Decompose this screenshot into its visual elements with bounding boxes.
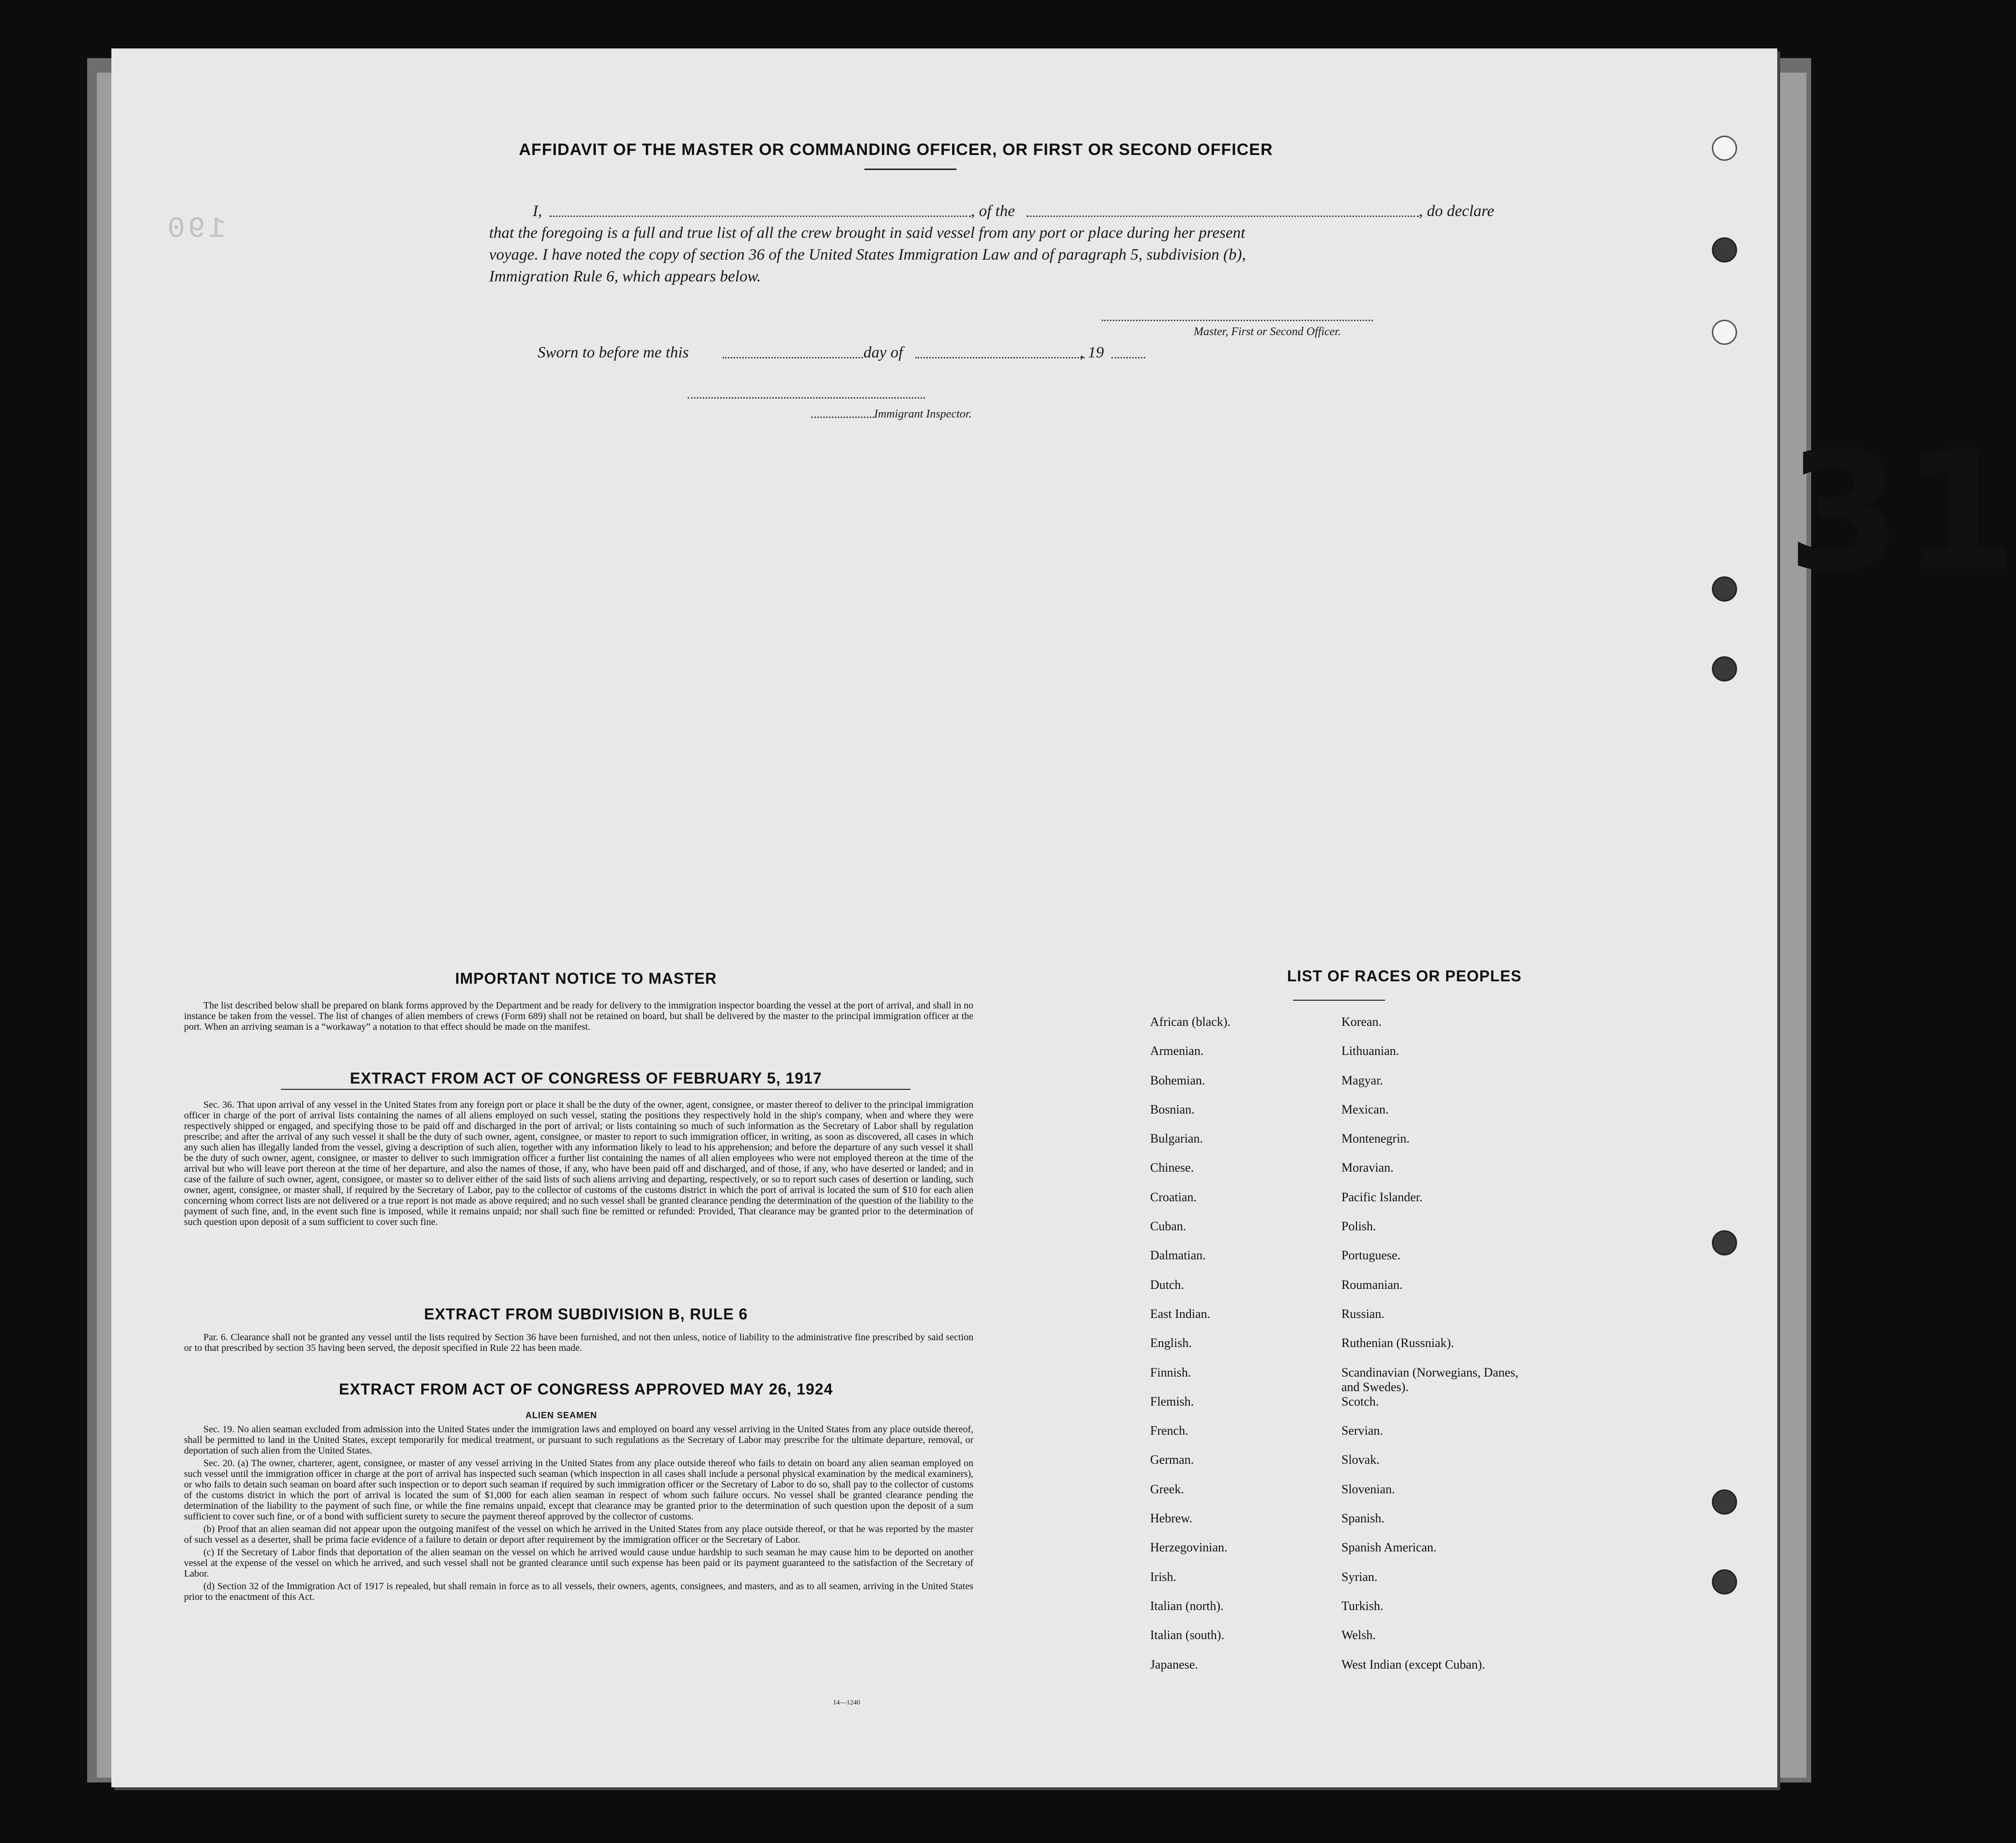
punch-hole <box>1712 1569 1737 1595</box>
race-item: Polish. <box>1341 1219 1376 1234</box>
race-item: Chinese. <box>1150 1161 1194 1175</box>
race-item: Irish. <box>1150 1569 1177 1584</box>
race-item: German. <box>1150 1453 1194 1467</box>
form-number: 14—1240 <box>833 1699 860 1706</box>
race-item: French. <box>1150 1424 1188 1438</box>
race-item: Italian (north). <box>1150 1598 1224 1613</box>
sworn-prefix: Sworn to before me this <box>538 344 689 361</box>
race-item: Dutch. <box>1150 1277 1185 1292</box>
affidavit-line3: voyage. I have noted the copy of section 36 of the United States Immigration Law and of paragraph 5, subdivision (b), <box>489 246 1246 263</box>
sec-20d-paragraph: (d) Section 32 of the Immigration Act of 1917 is repealed, but shall remain in force as to all vessels, their owners, agents, consignees, and masters, and as to all seamen, arriving in the United States prior to the enactment of this Act. <box>184 1581 973 1602</box>
race-item: Slovak. <box>1341 1453 1380 1467</box>
punch-hole <box>1712 136 1737 161</box>
race-item: Korean. <box>1341 1015 1382 1029</box>
race-item: Italian (south). <box>1150 1628 1225 1642</box>
race-item: Spanish. <box>1341 1511 1385 1526</box>
race-item: Syrian. <box>1341 1569 1378 1584</box>
extract-rule6-body <box>184 1332 973 1355</box>
race-item: Lithuanian. <box>1341 1044 1400 1058</box>
inspector-blank <box>688 397 925 399</box>
punch-hole <box>1712 1230 1737 1255</box>
vessel-blank <box>1027 216 1419 217</box>
notice-body <box>184 1000 973 1034</box>
extract-1917-rule <box>281 1089 910 1090</box>
races-title: LIST OF RACES OR PEOPLES <box>1287 967 1522 985</box>
race-item: African (black). <box>1150 1015 1231 1029</box>
affidavit-line4: Immigration Rule 6, which appears below. <box>489 268 761 285</box>
sec-20c-paragraph: (c) If the Secretary of Labor finds that deportation of the alien seaman on the vessel on which he arrived would cause undue hardship to such seaman he may cause him to be deported on another vessel at the expense of the vessel on which he arrived, and such vessel shall not be granted clearance until such expense has been paid or its payment guaranteed to the satisfaction of the Secretary of Labor. <box>184 1547 973 1579</box>
race-item: Bosnian. <box>1150 1102 1195 1116</box>
sec-20a-paragraph: Sec. 20. (a) The owner, charterer, agent, consignee, or master of any vessel arriving in the United States from any place outside thereof who fails to detain on board any alien seaman employed on such vessel until the immigration officer in charge at the port of arrival has inspected such seaman (which inspection in all cases shall include a personal physical examination by the medical examiners), or who fails to detain such seaman on board after such inspection or to deport such seaman if required by such immigration officer or the Secretary of Labor to do so, shall pay to the collector of customs of the customs district in which the port of arrival is located the sum of $1,000 for each alien seaman in respect of whom such failure occurs. No vessel shall be granted clearance pending the determination of the liability to the payment of such fine, or while the fine remains unpaid, except that clearance may be granted prior to the determination of such question upon the deposit of a sum sufficient to cover such fine, or of a bond with sufficient surety to secure the payment thereof approved by the collector of customs. <box>184 1458 973 1522</box>
punch-hole <box>1712 576 1737 602</box>
year-blank <box>1111 357 1145 358</box>
month-blank <box>915 357 1085 358</box>
section-36-paragraph: Sec. 36. That upon arrival of any vessel in the United States from any foreign port or place it shall be the duty of the owner, agent, consignee, or master thereof to deliver to the principal immigration officer in charge of the port of arrival lists containing the names of all aliens employed on such vessel, stating the positions they respectively hold in the ship's company, when and where they were respectively shipped or engaged, and specifying those to be paid off and discharged in the port of arrival; or lists containing so much of such information as the Secretary of Labor shall by regulation prescribe; and after the arrival of any such vessel it shall be the duty of such owner, agent, consignee, or master to report to such immigration officer, in writing, as soon as discovered, all cases in which any such alien has illegally landed from the vessel, giving a description of such alien, together with any information likely to lead to his apprehension; and before the departure of any such vessel it shall be the duty of such owner, agent, consignee, or master to deliver to such immigration officer a further list containing the names of all alien employees who were not employed thereon at the time of the arrival but who will leave port thereon at the time of her departure, and also the names of those, if any, who have been paid off and discharged, and of those, if any, who have deserted or landed; and in case of the failure of such owner, agent, consignee, or master so to deliver either of the said lists of such aliens arriving and departing, respectively, or so to report such cases of desertion or landing, such owner, agent, consignee, or master shall, if required by the Secretary of Labor, pay to the collector of customs of the customs district in which the port of arrival is located the sum of $10 for each alien concerning whom correct lists are not delivered or a true report is not made as above required; and no such vessel shall be granted clearance pending the determination of the question of the liability to the payment of such fine, and, in the event such fine is imposed, while it remains unpaid; nor shall such fine be remitted or refunded: Provided, That clearance may be granted prior to the determination of such question upon deposit of a sum sufficient to cover such fine. <box>184 1100 973 1227</box>
race-item: Turkish. <box>1341 1598 1384 1613</box>
extract-1924-body <box>184 1424 973 1604</box>
races-right-column <box>1341 1015 1535 1687</box>
punch-hole <box>1712 1489 1737 1515</box>
race-item: Flemish. <box>1150 1394 1194 1409</box>
race-item: English. <box>1150 1336 1192 1350</box>
race-item: Hebrew. <box>1150 1511 1193 1526</box>
race-item: Spanish American. <box>1341 1540 1437 1555</box>
race-item: Welsh. <box>1341 1628 1376 1642</box>
race-item: Armenian. <box>1150 1044 1204 1058</box>
race-item: West Indian (except Cuban). <box>1341 1657 1485 1672</box>
races-rule <box>1293 1000 1385 1001</box>
punch-hole <box>1712 320 1737 345</box>
sec-20b-paragraph: (b) Proof that an alien seaman did not appear upon the outgoing manifest of the vessel on which he arrived in the United States from any place outside thereof, or that he was reported by the master of such vessel as a deserter, shall be prima facie evidence of a failure to detain or deport after requirement by the immigration officer or the Secretary of Labor. <box>184 1524 973 1545</box>
alien-seamen-subtitle: ALIEN SEAMEN <box>525 1410 598 1420</box>
race-item: Croatian. <box>1150 1190 1197 1204</box>
document-page <box>111 48 1777 1787</box>
race-item: Herzegovinian. <box>1150 1540 1228 1555</box>
signature-label: Master, First or Second Officer. <box>1194 325 1341 338</box>
race-item: Portuguese. <box>1341 1248 1401 1263</box>
race-item: Bohemian. <box>1150 1073 1205 1087</box>
affidavit-of-the: , of the <box>971 202 1015 220</box>
inspector-label: Immigrant Inspector. <box>874 408 972 420</box>
extract-1917-title: EXTRACT FROM ACT OF CONGRESS OF FEBRUARY 5, 1917 <box>350 1069 822 1087</box>
race-item: Magyar. <box>1341 1073 1383 1087</box>
races-left-column <box>1150 1015 1334 1687</box>
race-item: Roumanian. <box>1341 1277 1403 1292</box>
affidavit-declare: , do declare <box>1419 202 1494 220</box>
title-rule <box>864 169 956 170</box>
race-item: Scandinavian (Norwegians, Danes, and Swedes). <box>1341 1365 1519 1394</box>
name-blank <box>550 216 971 217</box>
sec-19-paragraph: Sec. 19. No alien seaman excluded from admission into the United States under the immigration laws and employed on board any vessel arriving in the United States from any place outside thereof, shall be permitted to land in the United States, except temporarily for medical treatment, or pursuant to such regulations as the Secretary of Labor may prescribe for the ultimate departure, removal, or deportation of such alien from the United States. <box>184 1424 973 1456</box>
race-item: Scotch. <box>1341 1394 1379 1409</box>
race-item: Russian. <box>1341 1306 1385 1321</box>
affidavit-title: AFFIDAVIT OF THE MASTER OR COMMANDING OFFICER, OR FIRST OR SECOND OFFICER <box>519 140 1273 159</box>
extract-1917-body <box>184 1100 973 1229</box>
punch-hole <box>1712 237 1737 263</box>
extract-rule6-title: EXTRACT FROM SUBDIVISION B, RULE 6 <box>424 1305 748 1323</box>
race-item: Bulgarian. <box>1150 1131 1203 1146</box>
race-item: Finnish. <box>1150 1365 1191 1379</box>
extract-1924-title: EXTRACT FROM ACT OF CONGRESS APPROVED MAY 26, 1924 <box>339 1380 833 1398</box>
race-item: Dalmatian. <box>1150 1248 1206 1263</box>
race-item: Montenegrin. <box>1341 1131 1410 1146</box>
notice-paragraph: The list described below shall be prepared on blank forms approved by the Department and be ready for delivery to the immigration inspector boarding the vessel at the port of arrival, and shall in no instance be taken from the vessel. The list of changes of alien members of crews (Form 689) shall not be retained on board, but shall be delivered by the master to the principal immigration officer at the port. When an arriving seaman is a “workaway” a notation to that effect should be made on the manifest. <box>184 1000 973 1032</box>
punch-hole <box>1712 656 1737 681</box>
race-item: Slovenian. <box>1341 1482 1395 1496</box>
race-item: Cuban. <box>1150 1219 1186 1234</box>
race-item: Moravian. <box>1341 1161 1394 1175</box>
race-item: East Indian. <box>1150 1306 1211 1321</box>
affidavit-i: I, <box>533 202 542 220</box>
race-item: Pacific Islander. <box>1341 1190 1423 1204</box>
sworn-day-of: day of <box>863 344 903 361</box>
inspector-leader <box>811 417 874 418</box>
race-item: Servian. <box>1341 1424 1383 1438</box>
affidavit-line2: that the foregoing is a full and true list of all the crew brought in said vessel from any port or place during her present <box>489 224 1246 242</box>
notice-title: IMPORTANT NOTICE TO MASTER <box>455 970 717 987</box>
race-item: Mexican. <box>1341 1102 1389 1116</box>
sworn-year: , 19 <box>1080 344 1104 361</box>
race-item: Ruthenian (Russniak). <box>1341 1336 1454 1350</box>
day-blank <box>723 357 863 358</box>
race-item: Japanese. <box>1150 1657 1198 1672</box>
signature-blank <box>1102 320 1373 321</box>
page-number-ghost: 190 <box>165 213 226 246</box>
par-6-paragraph: Par. 6. Clearance shall not be granted any vessel until the lists required by Section 36 have been furnished, and not then unless, notice of liability to the administrative fine prescribed by said section or to that prescribed by section 35 having been served, the deposit specified in Rule 22 has been made. <box>184 1332 973 1353</box>
race-item: Greek. <box>1150 1482 1185 1496</box>
sheet-number-mark: 31 <box>1787 417 2016 608</box>
